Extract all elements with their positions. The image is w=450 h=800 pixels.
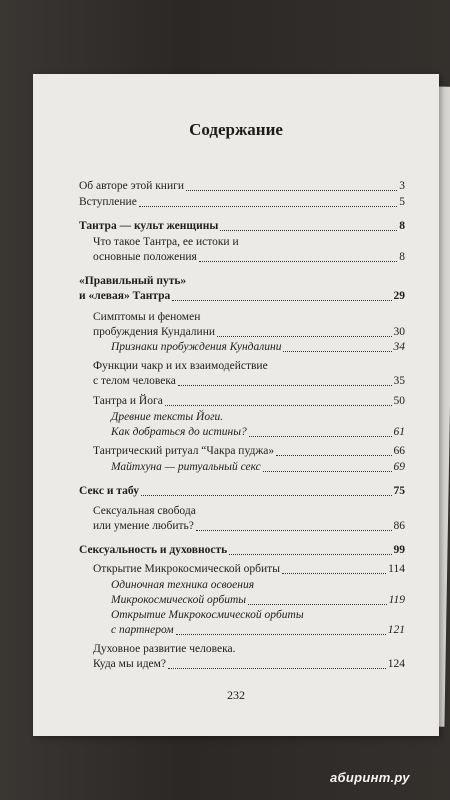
toc-leader bbox=[139, 205, 397, 207]
toc-entry bbox=[111, 595, 405, 607]
toc-entry-text: Функции чакр и их взаимодействие bbox=[93, 360, 268, 372]
toc-entry-text: Тантрический ритуал “Чакра пуджа» bbox=[93, 445, 275, 457]
toc-entry-page: 124 bbox=[387, 658, 405, 670]
toc-entry-page: 30 bbox=[393, 326, 405, 338]
toc-entry-page: 5 bbox=[399, 196, 405, 208]
toc-entry-page: 8 bbox=[399, 251, 405, 263]
toc-entry bbox=[93, 446, 405, 458]
toc-entry-text: Одиночная техника освоения bbox=[111, 579, 255, 591]
toc-entry bbox=[79, 181, 405, 193]
toc-entry-page: 61 bbox=[393, 426, 405, 438]
toc-entry bbox=[93, 252, 405, 264]
toc-entry-text: и «левая» Тантра bbox=[79, 290, 171, 302]
toc-leader bbox=[248, 603, 387, 605]
toc-entry-text: Древние тексты Йоги. bbox=[111, 411, 224, 423]
toc-leader bbox=[186, 189, 397, 191]
toc-entry bbox=[93, 376, 405, 388]
toc-entry-page: 119 bbox=[388, 594, 405, 606]
toc-leader bbox=[172, 299, 391, 301]
toc-leader bbox=[229, 553, 391, 555]
toc-leader bbox=[217, 335, 391, 337]
toc-entry-page: 35 bbox=[393, 375, 405, 387]
book-page bbox=[33, 74, 439, 736]
toc-entry-text: Об авторе этой книги bbox=[79, 180, 184, 192]
toc-leader bbox=[220, 229, 397, 231]
toc-leader bbox=[141, 494, 392, 496]
toc-entry-text: Симптомы и феномен bbox=[93, 311, 201, 323]
toc-entry bbox=[93, 396, 405, 408]
toc-chapter bbox=[79, 545, 405, 557]
toc-entry-text: Тантра и Йога bbox=[93, 395, 163, 407]
toc-chapter bbox=[79, 486, 405, 498]
toc-chapter bbox=[79, 291, 405, 303]
toc-entry-page: 114 bbox=[388, 563, 405, 575]
toc-entry-text: Секс и табу bbox=[79, 485, 139, 497]
toc-entry-page: 121 bbox=[387, 624, 405, 636]
toc-entry-text: Сексуальная свобода bbox=[93, 505, 196, 517]
toc-entry-page: 50 bbox=[393, 395, 405, 407]
toc-leader bbox=[283, 350, 391, 352]
toc-entry-text: Сексуальность и духовность bbox=[79, 544, 228, 556]
toc-entry-page: 69 bbox=[393, 461, 405, 473]
toc-leader bbox=[199, 260, 397, 262]
toc-entry-text: Признаки пробуждения Кундалини bbox=[111, 341, 282, 353]
toc-leader bbox=[176, 633, 386, 635]
toc-entry-text: Открытие Микрокосмической орбиты bbox=[93, 563, 280, 575]
toc-leader bbox=[263, 470, 392, 472]
toc-leader bbox=[276, 454, 391, 456]
toc-entry bbox=[111, 342, 405, 354]
toc-entry-text: Как добраться до истины? bbox=[111, 426, 247, 438]
watermark-logo: абиринт.ру bbox=[330, 770, 410, 785]
toc-entry-page: 34 bbox=[393, 341, 405, 353]
toc-entry bbox=[111, 427, 405, 439]
toc-entry-text: Микрокосмической орбиты bbox=[111, 594, 247, 606]
toc-chapter bbox=[79, 221, 405, 233]
toc-entry-text: с партнером bbox=[111, 624, 174, 636]
toc-title: Содержание bbox=[189, 120, 283, 139]
toc-entry-text: Духовное развитие человека. bbox=[93, 643, 236, 655]
toc-entry-text: с телом человека bbox=[93, 375, 176, 387]
toc-entry-text: Открытие Микрокосмической орбиты bbox=[111, 609, 304, 621]
toc-leader bbox=[282, 572, 386, 574]
toc-entry-text: пробуждения Кундалини bbox=[93, 326, 216, 338]
toc-entry bbox=[79, 197, 405, 209]
toc-entry-page: 75 bbox=[393, 485, 405, 497]
toc-leader bbox=[178, 384, 392, 386]
toc-entry-page: 8 bbox=[399, 220, 405, 232]
toc-entry-page: 3 bbox=[399, 180, 405, 192]
toc-entry bbox=[93, 659, 405, 671]
toc-leader bbox=[168, 667, 386, 669]
toc-entry bbox=[93, 564, 405, 576]
toc-entry-page: 66 bbox=[393, 445, 405, 457]
toc-entry-page: 29 bbox=[393, 290, 405, 302]
toc-entry-text: Куда мы идем? bbox=[93, 658, 167, 670]
toc-entry bbox=[93, 327, 405, 339]
toc-entry bbox=[111, 625, 405, 637]
toc-entry-text: или умение любить? bbox=[93, 520, 194, 532]
toc-entry-text: Тантра — культ женщины bbox=[79, 220, 219, 232]
toc-leader bbox=[196, 529, 392, 531]
toc-entry-text: основные положения bbox=[93, 251, 197, 263]
page-number: 232 bbox=[227, 688, 245, 702]
toc-leader bbox=[249, 435, 392, 437]
toc-entry bbox=[111, 462, 405, 474]
toc-leader bbox=[165, 404, 392, 406]
toc-entry-text: Майтхуна — ритуальный секс bbox=[111, 461, 261, 473]
toc-entry-text: «Правильный путь» bbox=[79, 275, 187, 287]
toc-entry-text: Вступление bbox=[79, 196, 137, 208]
toc-entry bbox=[93, 521, 405, 533]
toc-entry-page: 99 bbox=[393, 544, 405, 556]
toc-entry-text: Что такое Тантра, ее истоки и bbox=[93, 236, 239, 248]
toc-entry-page: 86 bbox=[393, 520, 405, 532]
